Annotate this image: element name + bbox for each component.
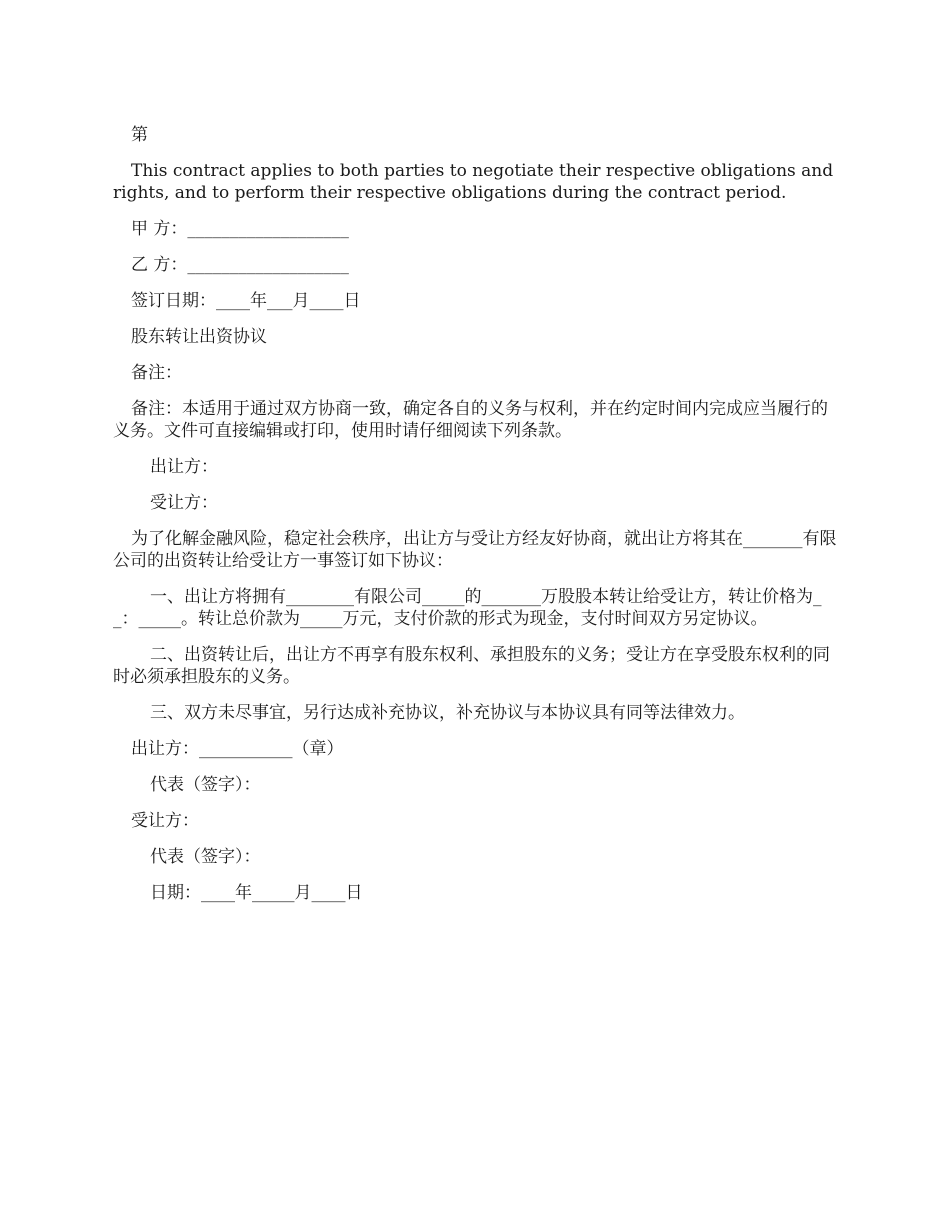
section-number: 第: [131, 125, 148, 145]
clause-two: 二、出资转让后，出让方不再享有股东权利、承担股东的义务；受让方在享受股东权利的同时必须承担股东的义务。: [113, 645, 830, 687]
clause-one: 一、出让方将拥有________有限公司_____的_______万股股本转让给受让方，转让价格为__：_____。转让总价款为_____万元，支付价款的形式为现金，支付时间双方另定协议。: [113, 587, 822, 629]
party-a-line: 甲 方：___________________: [131, 219, 349, 239]
english-summary: This contract applies to both parties to negotiate their respective obligations and rights, and to perform their respective obligations during the contract period.: [113, 161, 839, 203]
remarks-label: 备注：: [131, 363, 182, 383]
transferee-signature-line: 受让方：: [131, 811, 199, 831]
signing-date-line: 签订日期：____年___月____日: [131, 291, 361, 311]
clause-three: 三、双方未尽事宜，另行达成补充协议，补充协议与本协议具有同等法律效力。: [150, 703, 745, 723]
transferor-signature-line: 出让方：___________（章）: [131, 739, 344, 759]
transferee-label: 受让方：: [150, 493, 218, 513]
closing-date-line: 日期：____年_____月____日: [150, 883, 363, 903]
transferee-representative-line: 代表（签字）：: [150, 847, 261, 867]
remarks-paragraph: 备注：本适用于通过双方协商一致，确定各自的义务与权利，并在约定时间内完成应当履行的义务。文件可直接编辑或打印，使用时请仔细阅读下列条款。: [113, 399, 828, 441]
document-title: 股东转让出资协议: [131, 327, 267, 347]
transferor-label: 出让方：: [150, 457, 218, 477]
transferor-representative-line: 代表（签字）：: [150, 775, 261, 795]
party-b-line: 乙 方：___________________: [131, 255, 349, 275]
preamble-paragraph: 为了化解金融风险，稳定社会秩序，出让方与受让方经友好协商，就出让方将其在_______有限公司的出资转让给受让方一事签订如下协议：: [113, 529, 837, 571]
